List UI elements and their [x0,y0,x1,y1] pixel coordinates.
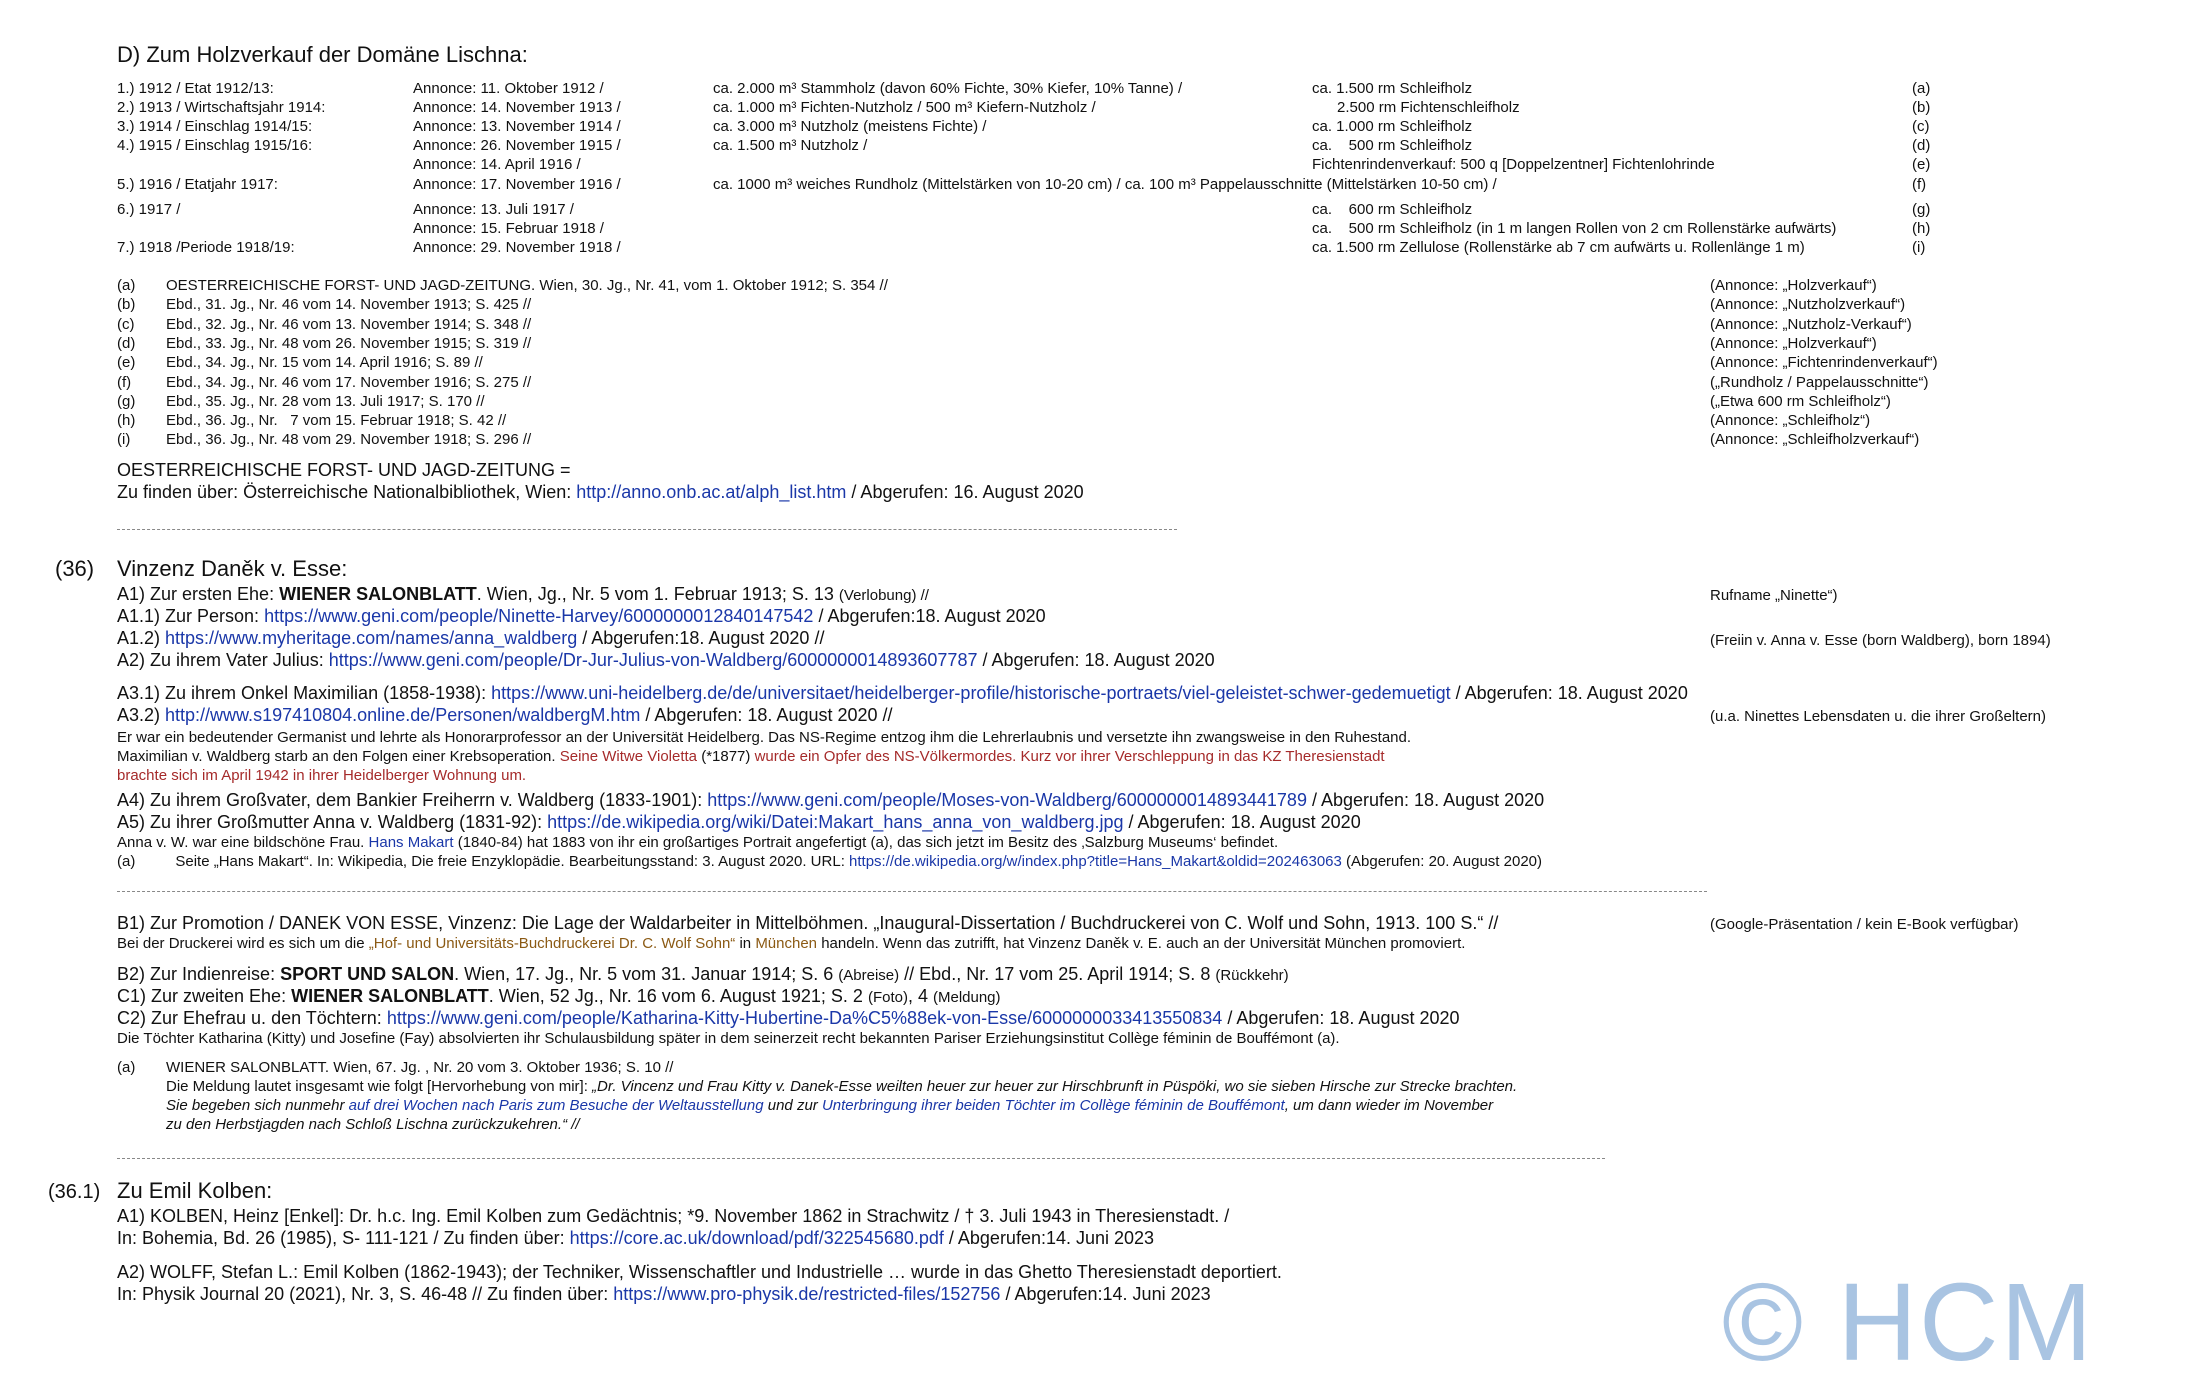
pro-physik-link[interactable]: https://www.pro-physik.de/restricted-files/152756 [613,1284,1001,1304]
table-cell-c2: Annonce: 17. November 1916 / [413,176,621,193]
entry-a1: A1) Zur ersten Ehe: WIENER SALONBLATT. Wien, Jg., Nr. 5 vom 1. Februar 1913; S. 13 (Verlobung) // [117,584,929,604]
table-cell-c5: (i) [1912,239,1926,256]
reference-note: (Annonce: „Nutzholzverkauf“) [1710,296,1906,313]
geni-ninette-link[interactable]: https://www.geni.com/people/Ninette-Harvey/6000000012840147542 [264,606,814,626]
reference-salonblatt: WIENER SALONBLATT. Wien, 67. Jg. , Nr. 20 vom 3. Oktober 1936; S. 10 // [166,1059,674,1076]
reference-a-label: (a) [117,1059,136,1076]
hans-makart-link[interactable]: Hans Makart [368,834,454,851]
reference-text: Ebd., 35. Jg., Nr. 28 vom 13. Juli 1917; S. 170 // [166,393,485,410]
wikipedia-makart-link[interactable]: https://de.wikipedia.org/w/index.php?title=Hans_Makart&oldid=202463063 [849,853,1342,870]
table-cell-c5: (g) [1912,201,1931,218]
entry-kolben-a1-line1: A1) KOLBEN, Heinz [Enkel]: Dr. h.c. Ing. Emil Kolben zum Gedächtnis; *9. November 1862 in Strachwitz / † 3. Juli 1943 in Theresienstadt. / [117,1206,1230,1226]
paragraph-waldberg-1: Er war ein bedeutender Germanist und lehrte als Honorarprofessor an der Universität Heidelberg. Das NS-Regime entzog ihm die Lehrerlaubnis und versetzte ihn zwangsweise in den Ruhestand. [117,729,1412,746]
section-title: Zu Emil Kolben: [117,1178,273,1203]
table-cell-c4: ca. 500 rm Schleifholz (in 1 m langen Rollen von 2 cm Rollenstärke aufwärts) [1312,220,1837,237]
table-cell-c3: ca. 1000 m³ weiches Rundholz (Mittelstärken von 10-20 cm) / ca. 100 m³ Pappelausschnitte (Mittelstärken 10-50 cm) / [713,176,1497,193]
paragraph-waldberg-3: brachte sich im April 1942 in ihrer Heidelberger Wohnung um. [117,767,527,784]
note-a1: Rufname „Ninette“) [1710,587,1838,604]
reference-makart: (a) Seite „Hans Makart“. In: Wikipedia, Die freie Enzyklopädie. Bearbeitungsstand: 3. August 2020. URL: https://de.wikipedia.org/w/index.php?title=Hans_Makart&oldid=202463063 (Abgerufen: 20. August 2020) [117,853,1543,870]
core-ac-uk-link[interactable]: https://core.ac.uk/download/pdf/322545680.pdf [569,1228,944,1248]
reference-note: (Annonce: „Fichtenrindenverkauf“) [1710,354,1938,371]
paragraph-waldberg-2: Maximilian v. Waldberg starb an den Folgen einer Krebsoperation. Seine Witwe Violetta (*1877) wurde ein Opfer des NS-Völkermordes. Kurz vor ihrer Verschleppung in das KZ Theresienstadt [117,748,1385,765]
table-cell-c1: 1.) 1912 / Etat 1912/13: [117,80,274,97]
uni-heidelberg-link[interactable]: https://www.uni-heidelberg.de/de/universitaet/heidelberger-profile/historische-portraets/viel-geleistet-schwer-gedemuetigt [491,683,1451,703]
entry-kolben-a2-line2: In: Physik Journal 20 (2021), Nr. 3, S. 46-48 // Zu finden über: https://www.pro-physik.de/restricted-files/152756 / Abgerufen:14. Juni 2023 [117,1284,1211,1304]
geni-moses-link[interactable]: https://www.geni.com/people/Moses-von-Waldberg/6000000014893441789 [707,790,1307,810]
table-cell-c4: ca. 1.500 rm Schleifholz [1312,80,1473,97]
entry-a5: A5) Zu ihrer Großmutter Anna v. Waldberg (1831-92): https://de.wikipedia.org/wiki/Datei:Makart_hans_anna_von_waldberg.jpg / Abgerufen: 18. August 2020 [117,812,1361,832]
entry-a2: A2) Zu ihrem Vater Julius: https://www.geni.com/people/Dr-Jur-Julius-von-Waldberg/6000000014893607787 / Abgerufen: 18. August 2020 [117,650,1215,670]
reference-label: (a) [117,277,136,294]
reference-label: (b) [117,296,136,313]
entry-a4: A4) Zu ihrem Großvater, dem Bankier Freiherrn v. Waldberg (1833-1901): https://www.geni.com/people/Moses-von-Waldberg/6000000014893441789 / Abgerufen: 18. August 2020 [117,790,1545,810]
table-cell-c4: ca. 1.000 rm Schleifholz [1312,118,1473,135]
geni-katharina-link[interactable]: https://www.geni.com/people/Katharina-Kitty-Hubertine-Da%C5%88ek-von-Esse/6000000033413550834 [386,1008,1223,1028]
reference-text: Ebd., 34. Jg., Nr. 15 vom 14. April 1916; S. 89 // [166,354,483,371]
paragraph-druckerei: Bei der Druckerei wird es sich um die „Hof- und Universitäts-Buchdruckerei Dr. C. Wolf Sohn“ in München handeln. Wenn das zutrifft, hat Vinzenz Daněk v. E. auch an der Universität München promoviert. [117,935,1466,952]
divider [117,529,1177,530]
table-cell-c5: (f) [1912,176,1927,193]
reference-quote-1: Die Meldung lautet insgesamt wie folgt [Hervorhebung von mir]: „Dr. Vincenz und Frau Kitty v. Danek-Esse weilten heuer zur heuer zur Hirschbrunft in Püspöki, wo sie sieben Hirsche zur Strecke brachten. [166,1078,1518,1095]
table-cell-c1: 6.) 1917 / [117,201,181,218]
reference-text: Ebd., 34. Jg., Nr. 46 vom 17. November 1916; S. 275 // [166,374,532,391]
reference-note: (Annonce: „Nutzholz-Verkauf“) [1710,316,1912,333]
entry-c2: C2) Zur Ehefrau u. den Töchtern: https://www.geni.com/people/Katharina-Kitty-Hubertine-Da%C5%88ek-von-Esse/6000000033413550834 / Abgerufen: 18. August 2020 [117,1008,1460,1028]
reference-label: (i) [117,431,131,448]
entry-c1: C1) Zur zweiten Ehe: WIENER SALONBLATT. Wien, 52 Jg., Nr. 16 vom 6. August 1921; S. 2 (Foto), 4 (Meldung) [117,986,1001,1006]
entry-b1: B1) Zur Promotion / DANEK VON ESSE, Vinzenz: Die Lage der Waldarbeiter in Mittelböhmen. „Inaugural-Dissertation / Buchdruckerei von C. Wolf und Sohn, 1913. 100 S.“ // [117,913,1499,933]
reference-text: Ebd., 36. Jg., Nr. 48 vom 29. November 1918; S. 296 // [166,431,532,448]
table-cell-c4: ca. 600 rm Schleifholz [1312,201,1473,218]
reference-quote-2: Sie begeben sich nunmehr auf drei Wochen nach Paris zum Besuche der Weltausstellung und zur Unterbringung ihrer beiden Töchter im Collège féminin de Bouffémont, um dann wieder im November [166,1097,1494,1114]
note-b1: (Google-Präsentation / kein E-Book verfügbar) [1710,916,2019,933]
paragraph-toechter: Die Töchter Katharina (Kitty) und Josefine (Fay) absolvierten ihr Schulausbildung später in dem seinerzeit recht bekannten Pariser Erziehungsinstitut Collège féminin de Bouffémont (a). [117,1030,1340,1047]
section-title: Vinzenz Daněk v. Esse: [117,556,348,581]
table-cell-c2: Annonce: 26. November 1915 / [413,137,621,154]
note-a3-2: (u.a. Ninettes Lebensdaten u. die ihrer Großeltern) [1710,708,2047,725]
entry-kolben-a2-line1: A2) WOLFF, Stefan L.: Emil Kolben (1862-1943); der Techniker, Wissenschaftler und Industrielle … wurde in das Ghetto Theresienstadt deportiert. [117,1262,1282,1282]
wikipedia-makart-image-link[interactable]: https://de.wikipedia.org/wiki/Datei:Makart_hans_anna_von_waldberg.jpg [547,812,1124,832]
reference-label: (e) [117,354,136,371]
table-cell-c5: (c) [1912,118,1930,135]
table-cell-c1: 2.) 1913 / Wirtschaftsjahr 1914: [117,99,326,116]
entry-b2: B2) Zur Indienreise: SPORT UND SALON. Wien, 17. Jg., Nr. 5 vom 31. Januar 1914; S. 6 (Abreise) // Ebd., Nr. 17 vom 25. April 1914; S. 8 (Rückkehr) [117,964,1289,984]
reference-note: (Annonce: „Holzverkauf“) [1710,335,1877,352]
reference-note: („Etwa 600 rm Schleifholz“) [1710,393,1891,410]
table-cell-c2: Annonce: 13. November 1914 / [413,118,621,135]
journal-source: Zu finden über: Österreichische Nationalbibliothek, Wien: http://anno.onb.ac.at/alph_list.htm / Abgerufen: 16. August 2020 [117,482,1084,502]
reference-note: (Annonce: „Schleifholzverkauf“) [1710,431,1920,448]
table-cell-c3: ca. 1.500 m³ Nutzholz / [713,137,868,154]
reference-label: (c) [117,316,135,333]
anno-link[interactable]: http://anno.onb.ac.at/alph_list.htm [576,482,847,502]
reference-text: Ebd., 36. Jg., Nr. 7 vom 15. Februar 1918; S. 42 // [166,412,507,429]
reference-text: Ebd., 32. Jg., Nr. 46 vom 13. November 1914; S. 348 // [166,316,532,333]
table-cell-c5: (h) [1912,220,1931,237]
reference-label: (g) [117,393,136,410]
table-cell-c5: (e) [1912,156,1931,173]
table-cell-c2: Annonce: 14. November 1913 / [413,99,621,116]
section-number: (36.1) [48,1181,101,1203]
reference-note: (Annonce: „Schleifholz“) [1710,412,1871,429]
entry-a3-2: A3.2) http://www.s197410804.online.de/Personen/waldbergM.htm / Abgerufen: 18. August 2020 // [117,705,893,725]
paragraph-anna: Anna v. W. war eine bildschöne Frau. Hans Makart (1840-84) hat 1883 von ihr ein großartiges Portrait angefertigt (a), das sich jetzt im Besitz des ‚Salzburg Museums‘ befindet. [117,834,1279,851]
entry-a1-2: A1.2) https://www.myheritage.com/names/anna_waldberg / Abgerufen:18. August 2020 // [117,628,825,648]
section-d-title: D) Zum Holzverkauf der Domäne Lischna: [117,42,528,67]
waldberg-m-link[interactable]: http://www.s197410804.online.de/Personen/waldbergM.htm [165,705,641,725]
table-cell-c1: 7.) 1918 /Periode 1918/19: [117,239,295,256]
reference-text: Ebd., 31. Jg., Nr. 46 vom 14. November 1913; S. 425 // [166,296,532,313]
table-cell-c2: Annonce: 15. Februar 1918 / [413,220,604,237]
table-cell-c4: 2.500 rm Fichtenschleifholz [1312,99,1520,116]
myheritage-link[interactable]: https://www.myheritage.com/names/anna_waldberg [165,628,578,648]
divider [117,1158,1605,1159]
table-cell-c4: Fichtenrindenverkauf: 500 q [Doppelzentner] Fichtenlohrinde [1312,156,1715,173]
table-cell-c2: Annonce: 29. November 1918 / [413,239,621,256]
table-cell-c5: (b) [1912,99,1931,116]
entry-a3-1: A3.1) Zu ihrem Onkel Maximilian (1858-1938): https://www.uni-heidelberg.de/de/universitaet/heidelberger-profile/historische-portraets/viel-geleistet-schwer-gedemuetigt / Abgerufen: 18. August 2020 [117,683,1688,703]
table-cell-c4: ca. 1.500 rm Zellulose (Rollenstärke ab 7 cm aufwärts u. Rollenlänge 1 m) [1312,239,1805,256]
table-cell-c1: 5.) 1916 / Etatjahr 1917: [117,176,278,193]
reference-text: Ebd., 33. Jg., Nr. 48 vom 26. November 1915; S. 319 // [166,335,532,352]
reference-label: (f) [117,374,132,391]
table-cell-c2: Annonce: 11. Oktober 1912 / [413,80,604,97]
table-cell-c2: Annonce: 14. April 1916 / [413,156,581,173]
table-cell-c3: ca. 3.000 m³ Nutzholz (meistens Fichte) / [713,118,987,135]
reference-note: (Annonce: „Holzverkauf“) [1710,277,1877,294]
journal-title: OESTERREICHISCHE FORST- UND JAGD-ZEITUNG = [117,460,571,480]
geni-julius-link[interactable]: https://www.geni.com/people/Dr-Jur-Julius-von-Waldberg/6000000014893607787 [328,650,978,670]
table-cell-c5: (a) [1912,80,1931,97]
entry-kolben-a1-line2: In: Bohemia, Bd. 26 (1985), S- 111-121 / Zu finden über: https://core.ac.uk/download/pdf/322545680.pdf / Abgerufen:14. Juni 2023 [117,1228,1155,1248]
divider [117,891,1707,892]
note-a1-2: (Freiin v. Anna v. Esse (born Waldberg), born 1894) [1710,632,2051,649]
reference-note: („Rundholz / Pappelausschnitte“) [1710,374,1929,391]
reference-text: OESTERREICHISCHE FORST- UND JAGD-ZEITUNG. Wien, 30. Jg., Nr. 41, vom 1. Oktober 1912; S. 354 // [166,277,888,294]
entry-a1-1: A1.1) Zur Person: https://www.geni.com/people/Ninette-Harvey/6000000012840147542 / Abgerufen:18. August 2020 [117,606,1046,626]
table-cell-c4: ca. 500 rm Schleifholz [1312,137,1473,154]
reference-label: (d) [117,335,136,352]
table-cell-c2: Annonce: 13. Juli 1917 / [413,201,574,218]
table-cell-c3: ca. 1.000 m³ Fichten-Nutzholz / 500 m³ Kiefern-Nutzholz / [713,99,1096,116]
copyright-watermark: © HCM [1722,1261,2095,1384]
table-cell-c3: ca. 2.000 m³ Stammholz (davon 60% Fichte, 30% Kiefer, 10% Tanne) / [713,80,1183,97]
table-cell-c1: 3.) 1914 / Einschlag 1914/15: [117,118,313,135]
table-cell-c5: (d) [1912,137,1931,154]
table-cell-c1: 4.) 1915 / Einschlag 1915/16: [117,137,313,154]
reference-label: (h) [117,412,136,429]
section-number: (36) [55,556,95,581]
reference-quote-3: zu den Herbstjagden nach Schloß Lischna zurückzukehren.“ // [166,1116,580,1133]
